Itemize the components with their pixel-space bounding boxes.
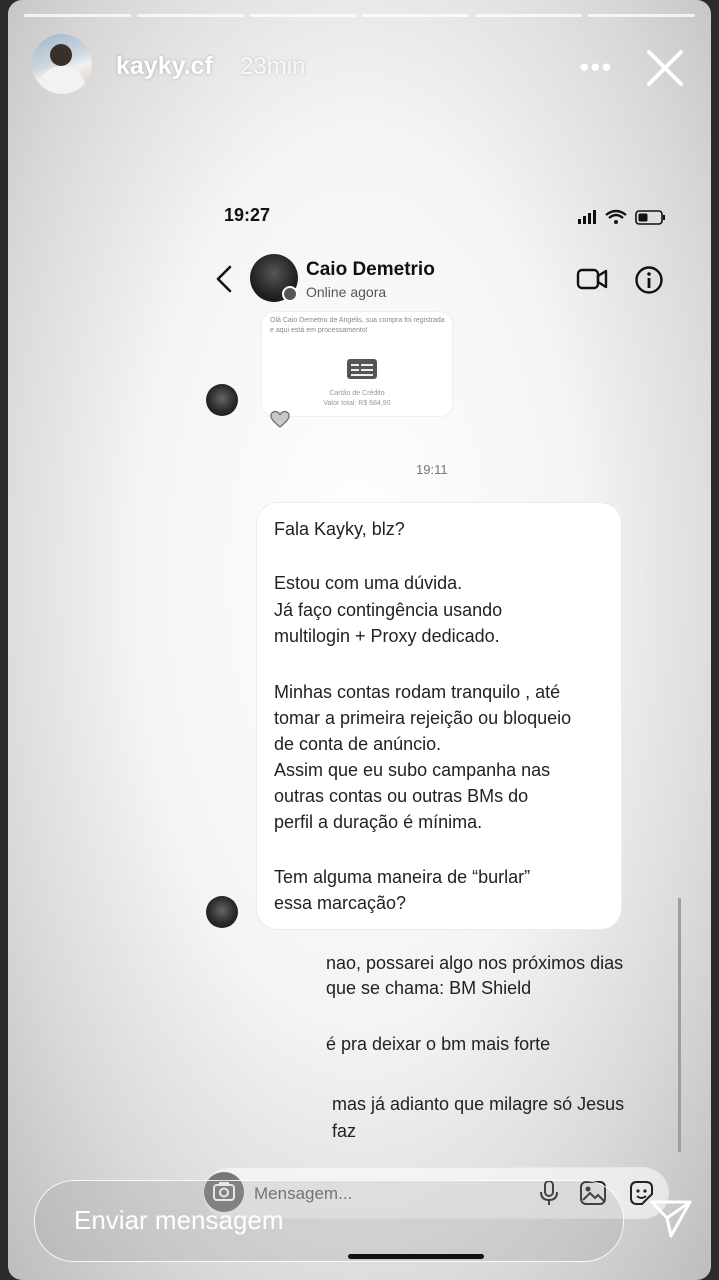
message-input-placeholder[interactable]: Mensagem... <box>254 1184 353 1203</box>
progress-segment <box>475 14 582 17</box>
story-reply-placeholder[interactable]: Enviar mensagem <box>74 1205 284 1235</box>
story-time-ago: 23min <box>240 53 306 80</box>
message-line: tomar a primeira rejeição ou bloqueio <box>274 708 572 728</box>
shared-post-card[interactable] <box>262 312 452 416</box>
reply-text-line: nao, possarei algo nos próximos dias <box>326 953 624 973</box>
credit-card-icon <box>346 358 378 380</box>
story-header <box>32 34 695 98</box>
progress-segment <box>250 14 357 17</box>
reply-text-line: mas já adianto que milagre só Jesus <box>332 1094 625 1114</box>
heart-reaction-icon[interactable] <box>270 410 290 430</box>
story-username[interactable]: kayky.cf <box>116 52 213 80</box>
message-line: Minhas contas rodam tranquilo , até <box>274 682 561 702</box>
card-total-value: Valor total: R$ 684,90 <box>323 400 391 407</box>
video-call-icon[interactable] <box>576 266 608 292</box>
reply-text-line: é pra deixar o bm mais forte <box>326 1034 551 1054</box>
status-icons <box>578 207 668 227</box>
contact-name[interactable]: Caio Demetrio <box>306 259 435 280</box>
story-progress-bar <box>24 14 695 17</box>
reply-text-line: faz <box>332 1121 357 1141</box>
more-options-icon[interactable]: ••• <box>579 52 613 82</box>
progress-segment <box>362 14 469 17</box>
progress-segment <box>24 14 131 17</box>
contact-avatar[interactable] <box>250 254 298 302</box>
message-line: Tem alguma maneira de “burlar” <box>274 867 531 887</box>
message-line: perfil a duração é mínima. <box>274 812 483 832</box>
card-text: Olá Caio Demetrio de Angelis, sua compra foi registrada e aqui está em processamento! <box>270 317 445 334</box>
info-icon[interactable] <box>634 265 664 295</box>
progress-segment <box>137 14 244 17</box>
message-line: multilogin + Proxy dedicado. <box>274 626 500 646</box>
message-line: essa marcação? <box>274 893 407 913</box>
chat-scrollbar[interactable] <box>678 898 681 1152</box>
message-line: de conta de anúncio. <box>274 734 442 754</box>
message-line: Fala Kayky, blz? <box>274 519 405 539</box>
story-user-avatar[interactable] <box>32 34 92 94</box>
back-arrow-icon[interactable] <box>212 264 238 294</box>
online-indicator <box>282 286 298 302</box>
sender-avatar <box>206 896 238 928</box>
home-indicator <box>348 1254 484 1259</box>
send-icon[interactable] <box>648 1196 694 1242</box>
message-line: Já faço contingência usando <box>274 600 503 620</box>
message-line: outras contas ou outras BMs do <box>274 786 529 806</box>
contact-status: Online agora <box>306 284 387 300</box>
sender-avatar <box>206 384 238 416</box>
reply-text-line: que se chama: BM Shield <box>326 978 532 998</box>
close-icon[interactable] <box>643 46 687 90</box>
message-timestamp: 19:11 <box>416 462 448 477</box>
progress-segment <box>588 14 695 17</box>
story-viewer <box>8 0 711 1280</box>
message-line: Assim que eu subo campanha nas <box>274 760 551 780</box>
message-line: Estou com uma dúvida. <box>274 573 463 593</box>
card-payment-method: Cartão de Crédito <box>329 390 385 397</box>
phone-status-time: 19:27 <box>224 205 271 225</box>
